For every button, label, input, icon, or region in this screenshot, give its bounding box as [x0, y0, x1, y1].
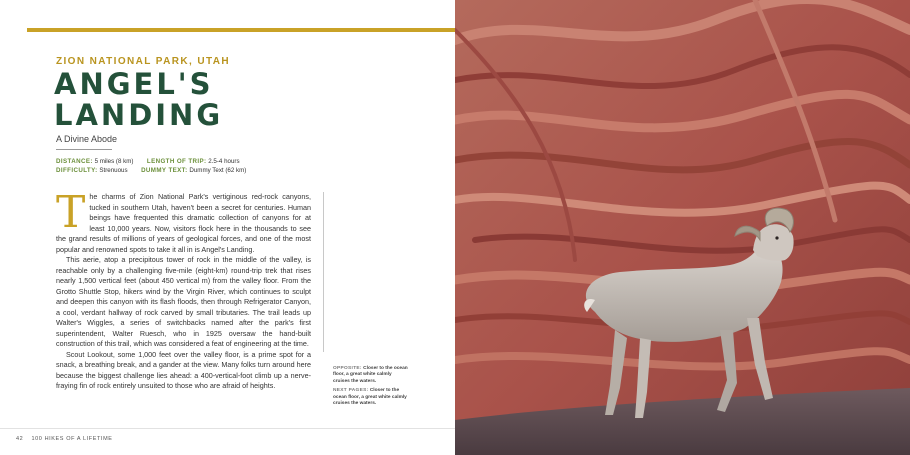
drop-cap: T	[56, 187, 86, 238]
book-title: 100 HIKES OF A LIFETIME	[31, 436, 113, 442]
photo-page	[455, 0, 910, 455]
subtitle-rule	[56, 149, 112, 150]
rock-wall	[455, 0, 910, 455]
paragraph-1	[56, 187, 311, 255]
paragraph-2: This aerie, atop a precipitous tower of rock in the middle of the valley, is reachable only by a challenging five-mile (eight-km) round-trip trek that rises nearly 1,500 vertical feet (about 450 vertical m) from the valley floor. From the Grotto Shuttle Stop, hikers wind by the Virgin River, which continues to sculpt and deepen this canyon with its flash floods, then through Refrigerator Canyon, a cool, verdant hallway of rock carved by small tributaries. The trail leads up Walter's Wiggles, a series of switchbacks named after the park's first superintendent, Walter Ruesch, who in 1925 oversaw the hand-built construction of this trail, which was considered a feat of engineering at the time.	[56, 255, 311, 348]
column-divider	[323, 192, 324, 352]
title-line-2: LANDING	[54, 98, 224, 132]
dummy-label: DUMMY TEXT:	[141, 167, 188, 174]
paragraph-3: Scout Lookout, some 1,000 feet over the valley floor, is a prime spot for a snack, a breathing break, and a gander at the view. Many folks turn around here because the biggest challenge lies ahead: a 400-vertical-foot climb up a nerve-fraying fin of rock entirely unsuited to those who are afraid of heights.	[56, 349, 311, 390]
trail-stats	[56, 157, 246, 175]
footer-rule	[0, 428, 455, 429]
caption-next	[333, 388, 408, 407]
subtitle: A Divine Abode	[56, 134, 118, 144]
page-title	[54, 69, 384, 131]
caption-next-label: NEXT PAGES:	[333, 388, 369, 394]
caption-opposite-text: Closer to the ocean floor, a great white calmly cruises the waters.	[333, 366, 408, 384]
photo-captions	[333, 366, 408, 410]
bighorn-sheep-photo	[455, 0, 910, 455]
stats-row-2	[56, 166, 246, 175]
page-folio	[16, 436, 119, 442]
length-value: 2.5-4 hours	[208, 158, 240, 165]
article-body	[56, 187, 311, 392]
top-rule	[27, 28, 455, 32]
caption-next-text: Closer to the ocean floor, a great white calmly cruises the waters.	[333, 388, 407, 407]
caption-opposite-label: OPPOSITE:	[333, 366, 362, 371]
stats-row-1	[56, 157, 246, 166]
region-label: ZION NATIONAL PARK, UTAH	[56, 56, 230, 67]
distance-value: 5 miles (8 km)	[94, 158, 134, 165]
title-line-1: ANGEL'S	[54, 67, 214, 101]
difficulty-label: DIFFICULTY:	[56, 167, 98, 174]
distance-label: DISTANCE:	[56, 158, 93, 165]
page-number: 42	[16, 436, 24, 442]
paragraph-1-text: he charms of Zion National Park's vertiginous red-rock canyons, tucked in southern Utah, haven't been a secret for centuries. Human beings have frequented this dramatic collection of canyons for at least 10,000 years. Now, visitors flock here in the thousands to see the grand results of millions of years of geological forces, and one of the most popular and renowned spots to take it all in is Angel's Landing.	[56, 192, 311, 254]
dummy-value: Dummy Text (62 km)	[189, 167, 247, 174]
difficulty-value: Strenuous	[99, 167, 128, 174]
length-label: LENGTH OF TRIP:	[146, 158, 207, 165]
caption-opposite	[333, 366, 408, 385]
